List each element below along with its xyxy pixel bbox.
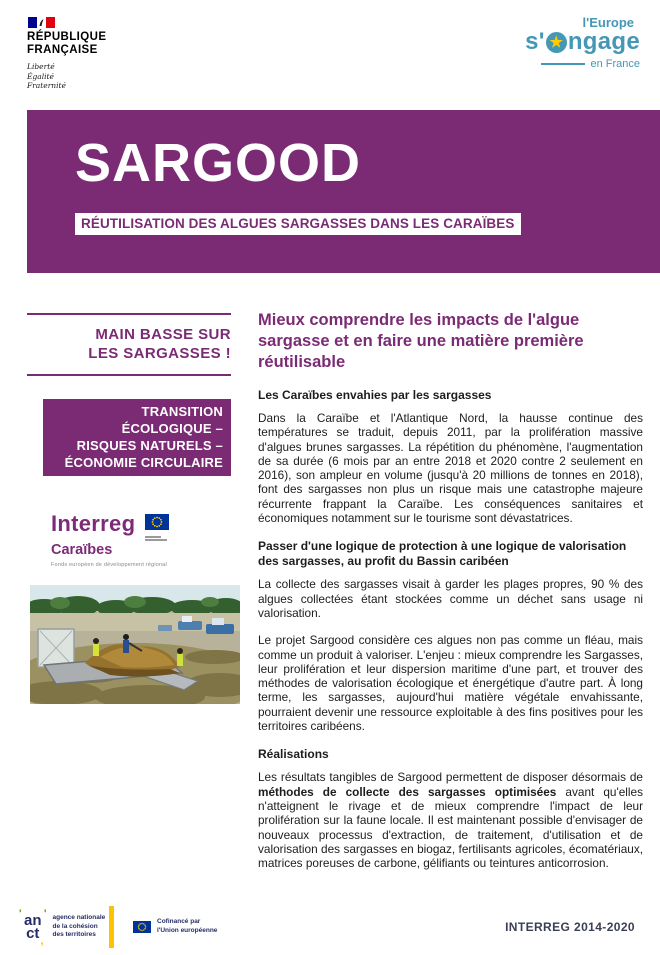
anct-mark-line1: an — [24, 912, 42, 929]
anct-mark-line2: ct — [26, 925, 40, 942]
anct-text-line2: de la cohésion — [52, 922, 98, 930]
footer — [0, 903, 660, 955]
anct-text-line1: agence nationale — [52, 914, 106, 922]
anct-accent-bottom: , — [40, 935, 44, 947]
europe-logo-line2-prefix: s' — [525, 28, 545, 55]
eu-cofund-line2: l'Union européenne — [157, 926, 218, 934]
article — [258, 310, 643, 883]
europe-logo-line2-suffix: ngage — [567, 28, 640, 55]
project-subtitle: RÉUTILISATION DES ALGUES SARGASSES DANS LES CARAÏBES — [75, 213, 521, 235]
theme-badge-line1: TRANSITION ÉCOLOGIQUE – — [121, 404, 223, 436]
rf-name-line1: RÉPUBLIQUE — [27, 31, 107, 43]
section3-p1-pre: Les résultats tangibles de Sargood permettent de disposer désormais de — [258, 770, 643, 785]
theme-badge-line2: RISQUES NATURELS – — [76, 438, 223, 453]
section3-p1-bold: méthodes de collecte des sargasses optimisées — [258, 784, 557, 799]
interreg-caraibes-logo — [51, 511, 231, 568]
theme-badge — [43, 399, 231, 476]
left-sidebar — [27, 313, 231, 704]
europe-logo-line3: en France — [590, 58, 640, 70]
europe-star-globe-icon: ★ — [546, 32, 567, 53]
program-label: INTERREG 2014-2020 — [505, 920, 635, 934]
interreg-wordmark: Interreg — [51, 511, 136, 536]
anct-logo — [19, 908, 106, 947]
republique-francaise-logo — [27, 17, 106, 91]
eu-flag-icon — [133, 921, 151, 933]
rf-motto-line1: Liberté — [27, 62, 55, 71]
section3-paragraph1 — [258, 770, 643, 870]
anct-text-line3: des territoires — [52, 931, 96, 939]
project-title: SARGOOD — [75, 133, 362, 193]
theme-badge-line3: ÉCONOMIE CIRCULAIRE — [64, 455, 223, 470]
tagline-line2: LES SARGASSES ! — [88, 345, 231, 362]
anct-wordmark — [19, 908, 47, 947]
sidebar-divider-bottom — [27, 374, 231, 376]
europe-logo-underline — [541, 63, 585, 65]
rf-motto-line3: Fraternité — [27, 81, 66, 90]
section3-p1-post: avant qu'elles n'atteignent le rivage et de mieux comprendre l'impact de leur prolifération sur la faune locale. Il est maintenant possible d'envisager de nouveaux processus d'extraction, de traitement, d'utilisation et de valorisation des sargasses en biogaz, fertilisants agricoles, écomatériaux, matrices poreuses de carbone, gélifiants ou teintures anticorrosion. — [258, 784, 643, 871]
anct-accent-top-right: ' — [43, 908, 47, 920]
eu-cofunding-logo — [133, 918, 217, 935]
europe-sengage-logo — [522, 15, 640, 70]
section2-paragraph1: La collecte des sargasses visait à garder les plages propres, 90 % des algues collectées étant stockées comme un déchet sans usage ni valorisation. — [258, 577, 643, 620]
section2-paragraph2: Le projet Sargood considère ces algues non pas comme un fléau, mais comme un produit à valoriser. L'enjeu : mieux comprendre les Sargasses, leur prolifération et leur dispersion maritime d'une part, et trouver des méthodes de valorisation écologique et énergétique d'autre part. À long terme, les sargasses, aujourd'hui matière végétale envahissante, pourraient devenir une ressource exploitable à des fins positives pour les territoires caribéens. — [258, 633, 643, 734]
interreg-region: Caraïbes — [51, 542, 113, 558]
sidebar-tagline — [27, 315, 231, 374]
footer-separator-bar — [109, 906, 114, 948]
anct-accent-top-left: ' — [19, 908, 22, 920]
tagline-line1: MAIN BASSE SUR — [95, 326, 231, 343]
rf-motto-line2: Égalité — [27, 71, 54, 81]
section2-heading: Passer d'une logique de protection à une logique de valorisation des sargasses, au profit du Bassin caribéen — [258, 539, 627, 569]
section3-heading: Réalisations — [258, 747, 329, 762]
title-banner — [27, 110, 660, 273]
europe-logo-line1: l'Europe — [582, 15, 634, 30]
interreg-flag-caption-lines — [145, 536, 169, 541]
interreg-eu-flag-icon — [145, 511, 169, 541]
rf-name-line2: FRANÇAISE — [27, 43, 98, 56]
sargassum-collection-photo — [30, 585, 240, 704]
section1-paragraph1: Dans la Caraïbe et l'Atlantique Nord, la hausse continue des températures se traduit, depuis 2011, par la prolifération massive d'algues brunes sargasses. La répétition du phénomène, l'augmentation de sa durée (6 mois par an entre 2018 et 2020 contre 2 seulement en 2016), son ampleur en volume (jusqu'à 20 millions de tonnes en 2018), font des sargasses non plus un risque mais une catastrophe majeure récurrente frappant la Caraïbe. Les conséquences sanitaires et économiques notamment sur le tourisme sont dévastatrices. — [258, 411, 643, 526]
french-flag-icon — [28, 17, 55, 28]
article-title: Mieux comprendre les impacts de l'algue sargasse et en faire une matière première réutilisable — [258, 311, 584, 371]
interreg-fine-print: Fonds européen de développement régional — [51, 562, 167, 568]
section1-heading: Les Caraïbes envahies par les sargasses — [258, 388, 492, 402]
eu-cofund-line1: Cofinancé par — [157, 918, 201, 925]
